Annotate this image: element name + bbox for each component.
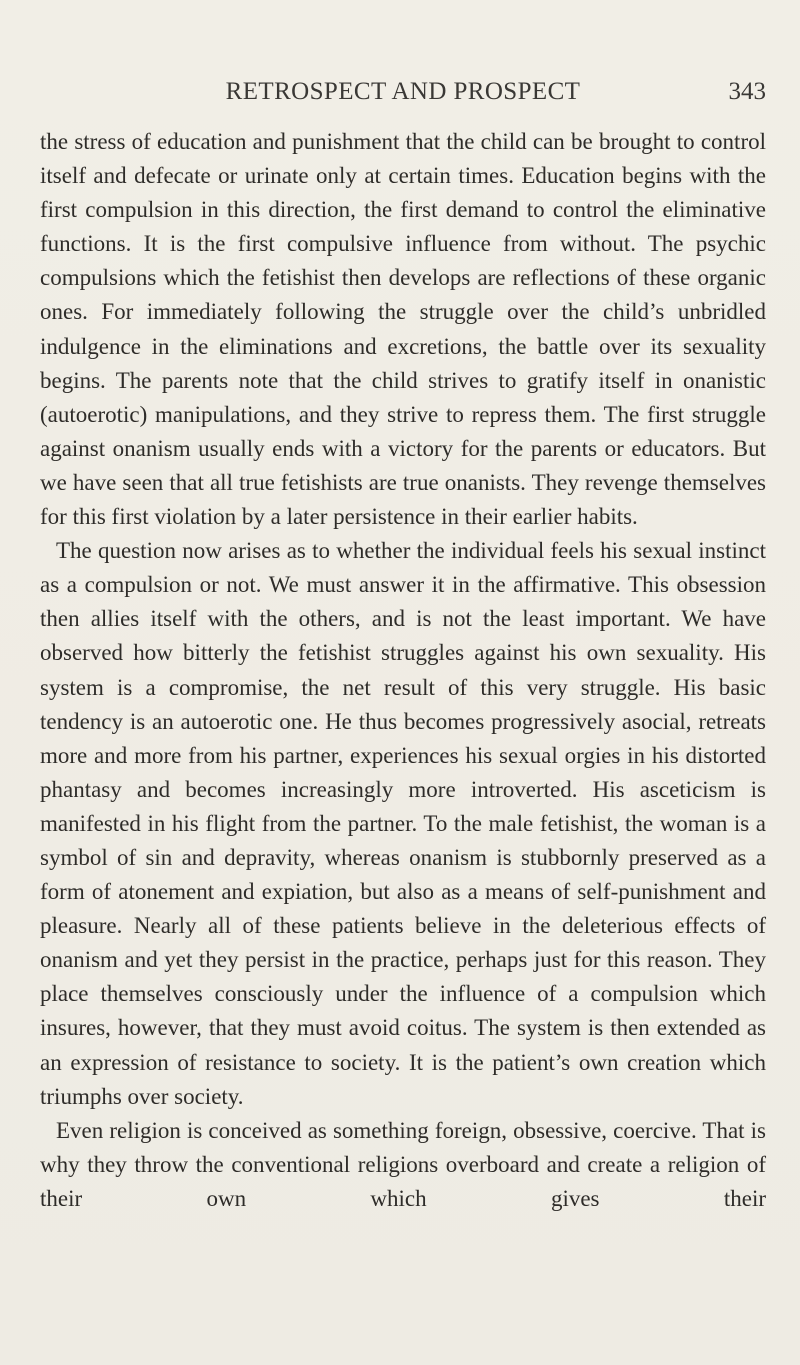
page-number: 343 [728, 78, 766, 105]
running-title: RETROSPECT AND PROSPECT [225, 78, 581, 105]
paragraph-continued: the stress of education and punishment that the child can be brought to control itself and defecate or urinate only at certain times. Education begins with the first compulsion in this direction, the first demand to control the eliminative functions. It is the first compulsive influence from without. The psychic compulsions which the fetishist then develops are reflections of these organic ones. For immediately following the struggle over the child’s unbridled indulgence in the eliminations and excretions, the battle over its sexuality begins. The parents note that the child strives to gratify itself in onanistic (autoerotic) manipulations, and they strive to repress them. The first struggle against onanism usually ends with a victory for the parents or educators. But we have seen that all true fetishists are true onanists. They revenge themselves for this first violation by a later persistence in their earlier habits. [40, 129, 766, 530]
running-head [40, 78, 766, 118]
body-text [40, 125, 766, 1216]
paragraph-sexual-instinct: The question now arises as to whether the individual feels his sexual instinct as a compulsion or not. We must answer it in the affirmative. This obsession then allies itself with the others, and is not the least important. We have observed how bitterly the fetishist struggles against his own sexuality. His system is a compromise, the net result of this very struggle. His basic tendency is an autoerotic one. He thus becomes progressively asocial, retreats more and more from his partner, experiences his sexual orgies in his distorted phantasy and becomes increasingly more introverted. His asceticism is manifested in his flight from the partner. To the male fetishist, the woman is a symbol of sin and depravity, whereas onanism is stubbornly preserved as a form of atonement and expiation, but also as a means of self-punishment and pleasure. Nearly all of these patients believe in the deleterious effects of onanism and yet they persist in the practice, perhaps just for this reason. They place themselves consciously under the influence of a compulsion which insures, however, that they must avoid coitus. The system is then extended as an expression of resistance to society. It is the patient’s own creation which triumphs over society. [40, 538, 766, 1109]
paragraph-religion: Even religion is conceived as something foreign, obsessive, coercive. That is why they throw the conventional religions overboard and create a religion of their own which gives their [40, 1117, 766, 1211]
